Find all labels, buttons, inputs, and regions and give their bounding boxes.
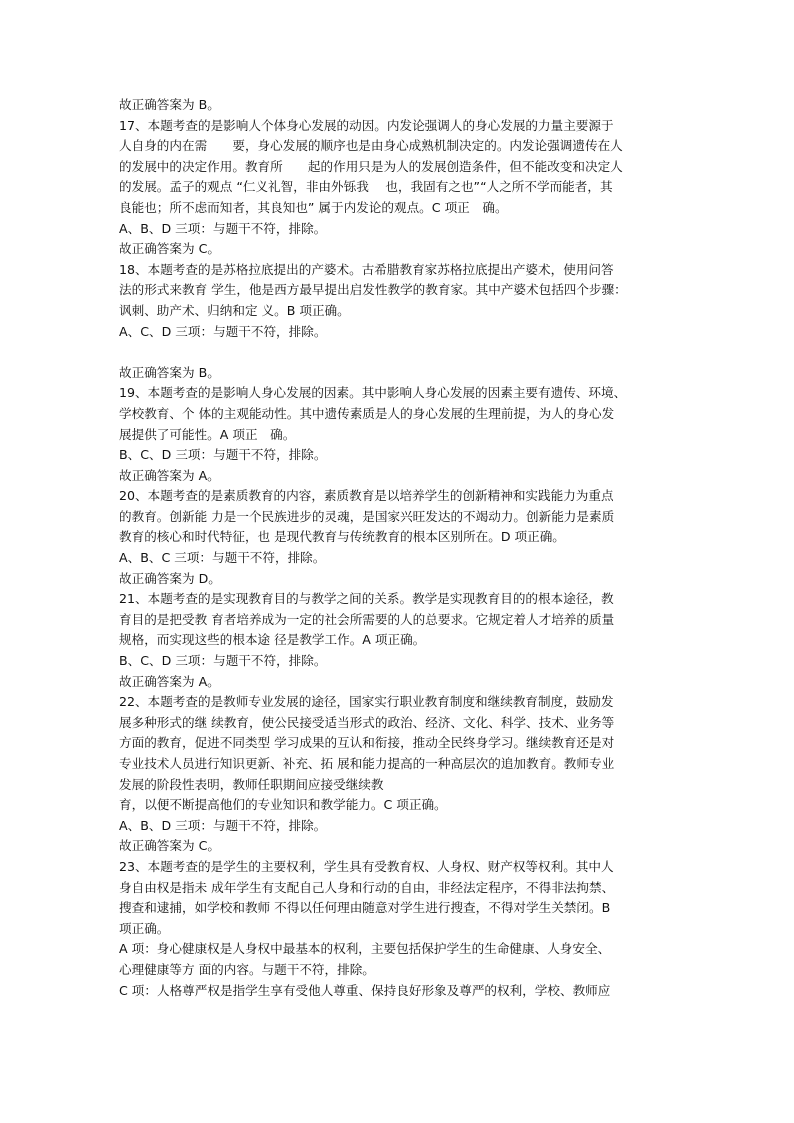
text-line: 规格，而实现这些的根本途 径是教学工作。A 项正确。 [119,632,426,648]
text-line: 教育的核心和时代特征，也 是现代教育与传统教育的根本区别所在。D 项正确。 [119,529,565,545]
text-line: 育，以便不断提高他们的专业知识和教学能力。C 项正确。 [119,797,447,813]
text-line: 发展的阶段性表明，教师任职期间应接受继续教 [119,776,384,792]
text-line: 讽刺、助产术、归纳和定 义。B 项正确。 [119,302,350,318]
text-line: 23、本题考查的是学生的主要权利，学生具有受教育权、人身权、财产权等权利。其中人 [119,858,614,874]
text-line: A、B、C 三项：与题干不符，排除。 [119,550,326,566]
text-line: 故正确答案为 A。 [119,673,220,689]
text-line: 故正确答案为 D。 [119,570,221,586]
text-line: 方面的教育，促进不同类型 学习成果的互认和衔接，推动全民终身学习。继续教育还是对 [119,735,615,751]
text-line: 故正确答案为 B。 [119,364,220,380]
text-line: 展多种形式的继 续教育，使公民接受适当形式的政治、经济、文化、科学、技术、业务等 [119,714,615,730]
text-line: 心理健康等方 面的内容。与题干不符，排除。 [119,961,375,977]
text-line: 故正确答案为 C。 [119,838,220,854]
text-line: A 项：身心健康权是人身权中最基本的权利，主要包括保护学生的生命健康、人身安全、 [119,941,611,957]
text-line: 育目的是把受教 育者培养成为一定的社会所需要的人的总要求。它规定着人才培养的质量 [119,611,615,627]
text-line: 身自由权是指未 成年学生有支配自己人身和行动的自由，非经法定程序，不得非法拘禁、 [119,879,615,895]
text-line: 17、本题考查的是影响人个体身心发展的动因。内发论强调人的身心发展的力量主要源于 [119,117,614,133]
text-line: 项正确。 [119,920,170,936]
text-line: B、C、D 三项：与题干不符，排除。 [119,447,327,463]
text-line: C 项：人格尊严权是指学生享有受他人尊重、保持良好形象及尊严的权利，学校、教师应 [119,982,611,998]
blank-line [119,342,684,363]
text-line: 学校教育、个 体的主观能动性。其中遗传素质是人的身心发展的生理前提，为人的身心发 [119,405,615,421]
text-line: 故正确答案为 A。 [119,467,220,483]
text-line: 22、本题考查的是教师专业发展的途径，国家实行职业教育制度和继续教育制度，鼓励发 [119,694,614,710]
text-line: 展提供了可能性。A 项正 确。 [119,426,296,442]
text-line: 19、本题考查的是影响人身心发展的因素。其中影响人身心发展的因素主要有遗传、环境、 [119,385,627,401]
text-line: A、C、D 三项：与题干不符，排除。 [119,323,327,339]
text-line: 的发展。孟子的观点 “仁义礼智，非由外铄我 也，我固有之也”“人之所不学而能者，其 [119,179,613,195]
answer-explanation-text [119,95,684,1001]
text-line: A、B、D 三项：与题干不符，排除。 [119,220,327,236]
text-line: 良能也；所不虑而知者，其良知也” 属于内发论的观点。C 项正 确。 [119,199,508,215]
text-line: 故正确答案为 C。 [119,241,220,257]
text-line: 故正确答案为 B。 [119,97,220,112]
text-line: 21、本题考查的是实现教育目的与教学之间的关系。教学是实现教育目的的根本途径，教 [119,591,614,607]
text-line: A、B、D 三项：与题干不符，排除。 [119,817,327,833]
text-line: 18、本题考查的是苏格拉底提出的产婆术。古希腊教育家苏格拉底提出产婆术，使用问答 [119,261,614,277]
text-line: 搜查和逮捕，如学校和教师 不得以任何理由随意对学生进行搜查，不得对学生关禁闭。B [119,900,611,916]
text-line: 的教育。创新能 力是一个民族进步的灵魂，是国家兴旺发达的不竭动力。创新能力是素质 [119,508,615,524]
text-line: B、C、D 三项：与题干不符，排除。 [119,653,327,669]
text-line: 的发展中的决定作用。教育所 起的作用只是为人的发展创造条件，但不能改变和决定人 [119,158,623,174]
text-line: 人自身的内在需 要，身心发展的顺序也是由身心成熟机制决定的。内发论强调遗传在人 [119,138,623,154]
text-line: 20、本题考查的是素质教育的内容，素质教育是以培养学生的创新精神和实践能力为重点 [119,488,614,504]
text-line: 法的形式来教育 学生，他是西方最早提出启发性教学的教育家。其中产婆术包括四个步骤： [119,282,627,298]
text-line: 专业技术人员进行知识更新、补充、拓 展和能力提高的一种高层次的追加教育。教师专业 [119,756,615,771]
